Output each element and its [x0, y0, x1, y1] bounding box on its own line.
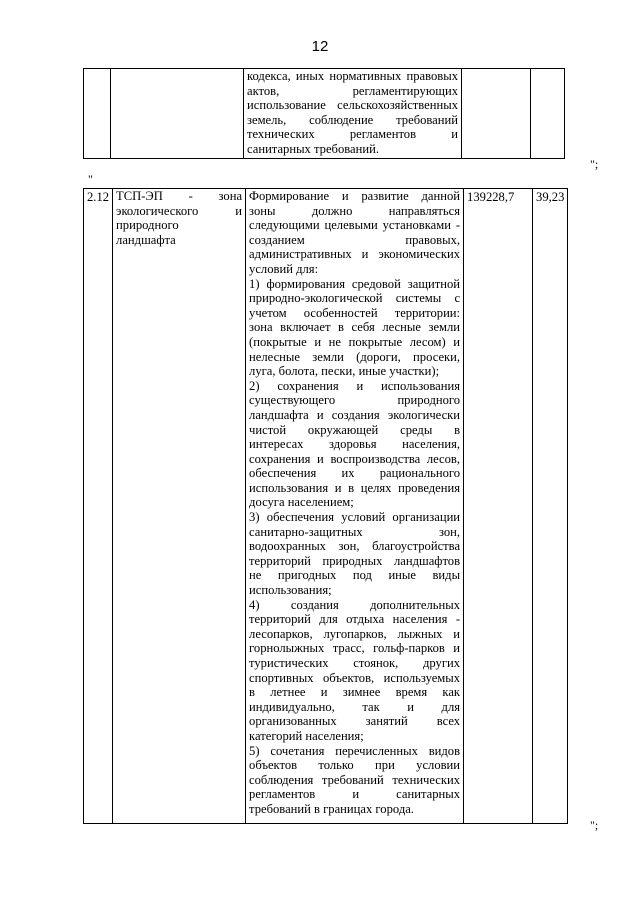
closing-quote-mark: "; — [590, 157, 599, 171]
text-line: созданием правовых, — [249, 232, 461, 247]
text-line: досуга населением; — [249, 495, 354, 510]
text-line: использования и в целях проведения — [249, 480, 461, 495]
text-line: ТСП-ЭП - зона — [116, 189, 243, 203]
text-line: существующего природного — [249, 393, 461, 408]
text-line: природно-экологической системы с — [249, 291, 461, 306]
text-line: горнолыжных трасс, гольф-парков и — [249, 641, 461, 656]
text-line: санитарных требований. — [247, 141, 379, 156]
text-line: интересах здоровья населения, — [249, 437, 461, 452]
text-line: луга, болота, пески, иные участки); — [249, 364, 440, 379]
page-number: 12 — [311, 38, 329, 55]
closing-quote-mark: "; — [590, 818, 599, 832]
text-line: ландшафта — [116, 232, 176, 247]
text-line: 2) сохранения и использования — [249, 378, 461, 393]
text-line: водоохранных зон, благоустройства — [249, 539, 461, 554]
text-line: использование сельскохозяйственных — [247, 98, 458, 113]
text-line: требований в границах города. — [249, 801, 414, 816]
text-line: кодекса, иных нормативных правовых — [247, 69, 458, 83]
zone-description — [246, 189, 464, 824]
text-line: санитарно-защитных зон, — [249, 524, 461, 539]
text-line: спортивных объектов, используемых — [249, 670, 461, 685]
zone-table — [83, 188, 568, 824]
text-line: сохранения и воспроизводства лесов, — [249, 451, 461, 466]
zone-area: 139228,7 — [464, 189, 533, 824]
text-line: чистой окружающей среды в — [249, 422, 461, 437]
text-line: актов, регламентирующих — [247, 83, 458, 98]
zone-name — [113, 189, 246, 824]
text-line: категорий населения; — [249, 728, 364, 743]
number-cell — [84, 69, 111, 159]
text-line: экологического и — [116, 203, 243, 218]
percent-cell — [531, 69, 565, 159]
text-line: учетом особенностей территории: — [249, 305, 461, 320]
text-line: природного — [116, 218, 179, 233]
table-row — [84, 69, 565, 159]
text-line: организованных занятий всех — [249, 714, 461, 729]
text-line: следующими целевыми установками - — [249, 218, 461, 233]
table-row — [84, 189, 568, 824]
text-line: соблюдения требований технических — [249, 772, 461, 787]
zone-percent: 39,23 — [533, 189, 568, 824]
description-cell — [244, 69, 462, 159]
text-line: обеспечения их рационального — [249, 466, 461, 481]
text-line: в летнее и зимнее время как — [249, 685, 461, 700]
opening-quote-mark: " — [88, 172, 93, 186]
area-cell — [462, 69, 531, 159]
text-line: объектов только при условии — [249, 758, 461, 773]
text-line: зона включает в себя лесные земли — [249, 320, 461, 335]
text-line: регламентов и санитарных — [249, 787, 461, 802]
text-line: 1) формирования средовой защитной — [249, 276, 461, 291]
text-line: территорий природных ландшафтов — [249, 553, 461, 568]
text-line: (покрытые и не покрытые лесом) и — [249, 334, 461, 349]
text-line: Формирование и развитие данной — [249, 189, 461, 203]
text-line: лесопарков, лугопарков, лыжных и — [249, 626, 461, 641]
text-line: ландшафта и создания экологически — [249, 407, 461, 422]
text-line: туристических стоянок, других — [249, 656, 461, 670]
text-line: технических регламентов и — [247, 127, 458, 142]
text-line: условий для: — [249, 261, 319, 276]
text-line: 3) обеспечения условий организации — [249, 510, 461, 525]
text-line: индивидуально, так и для — [249, 699, 461, 714]
text-line: 4) создания дополнительных — [249, 597, 461, 612]
zone-cell — [111, 69, 244, 159]
text-line: нелесные земли (дороги, просеки, — [249, 349, 461, 364]
text-line: не пригодных под иные виды — [249, 568, 461, 583]
text-line: административных и экономических — [249, 247, 461, 262]
text-line: земель, соблюдение требований — [247, 112, 458, 127]
text-line: зоны должно направляться — [249, 203, 461, 218]
text-line: территорий для отдыха населения - — [249, 612, 461, 627]
text-line: использования; — [249, 583, 332, 598]
row-number: 2.12 — [84, 189, 113, 824]
text-line: 5) сочетания перечисленных видов — [249, 743, 461, 758]
continuation-table — [83, 68, 565, 159]
